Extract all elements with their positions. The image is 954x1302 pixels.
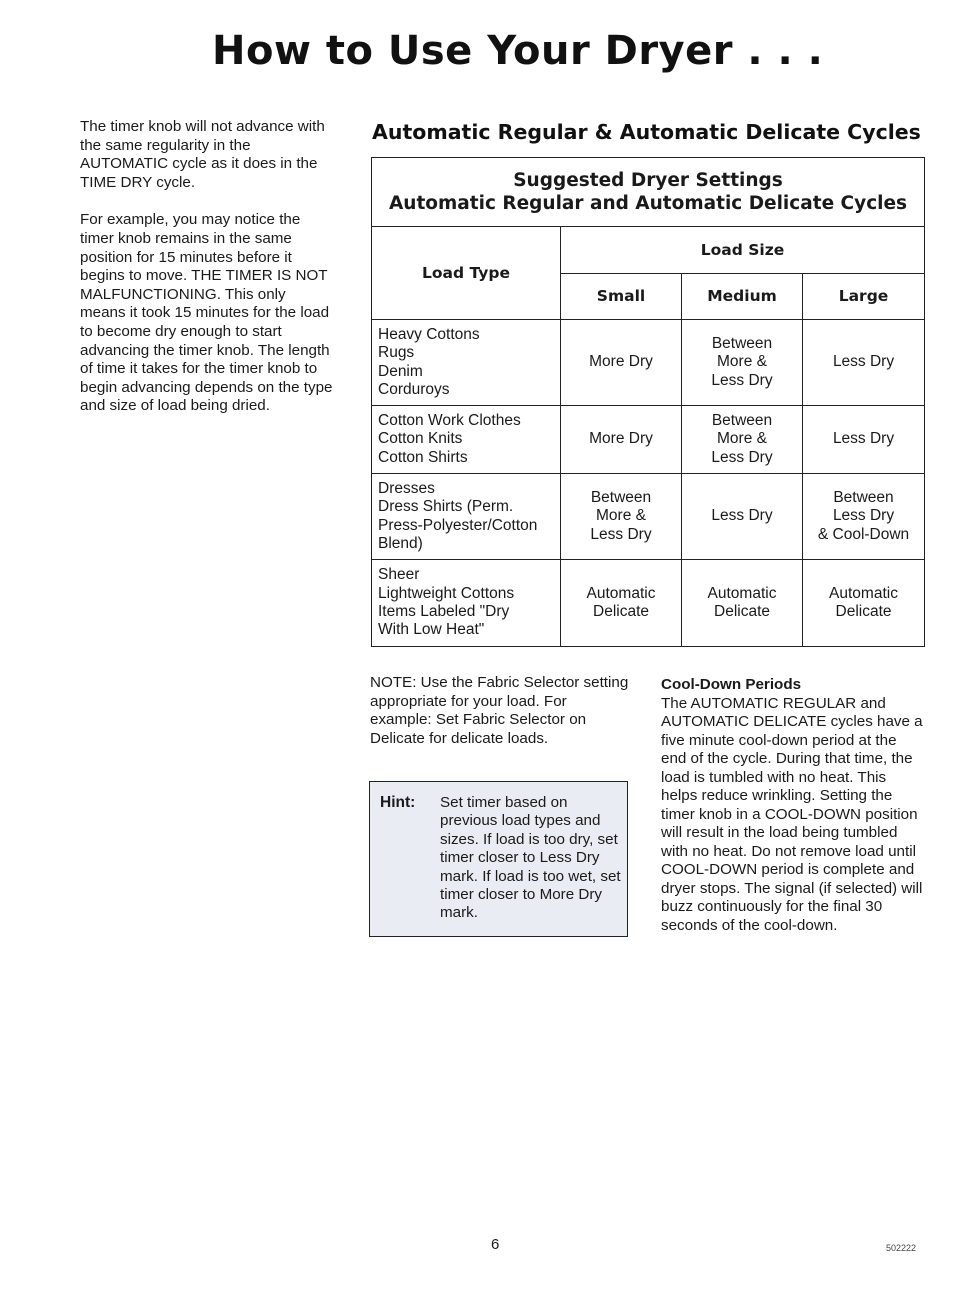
setting-large xyxy=(803,474,925,560)
setting-line: Less Dry xyxy=(590,525,652,543)
setting-line: More & xyxy=(596,507,646,525)
table-row xyxy=(372,406,925,474)
load-type-line: Sheer xyxy=(378,566,420,584)
setting-large xyxy=(803,320,925,406)
setting-line: More Dry xyxy=(589,430,653,448)
load-type-line: Dresses xyxy=(378,479,435,497)
table-row xyxy=(372,320,925,406)
table-caption-line-1: Suggested Dryer Settings xyxy=(513,170,783,191)
timer-paragraph-1: The timer knob will not advance with the same regularity in the AUTOMATIC cycle as it does in the TIME DRY cycle. xyxy=(80,118,325,191)
setting-line: & Cool-Down xyxy=(817,525,910,543)
hint-text: Set timer based on previous load types and sizes. If load is too dry, set timer closer to Less Dry mark. If load is too wet, set timer closer to More Dry mark. xyxy=(440,794,621,922)
setting-line: Between xyxy=(590,488,652,506)
size-header-large: Large xyxy=(803,274,925,320)
setting-line: Between xyxy=(711,411,773,429)
table-caption-line-2: Automatic Regular and Automatic Delicate Cycles xyxy=(388,193,908,214)
table-caption xyxy=(372,158,925,227)
fabric-selector-note: NOTE: Use the Fabric Selector setting appropriate for your load. For example: Set Fabric Selector on Delicate for delicate loads. xyxy=(370,674,629,747)
setting-line: More Dry xyxy=(589,353,653,371)
section-title: Automatic Regular & Automatic Delicate Cycles xyxy=(372,120,921,144)
setting-line: Less Dry xyxy=(832,430,895,448)
load-type-line: Dress Shirts (Perm. xyxy=(378,498,514,516)
load-type-line: With Low Heat" xyxy=(378,621,485,639)
setting-line: Automatic xyxy=(707,584,777,602)
setting-line: More & xyxy=(717,430,767,448)
setting-small xyxy=(561,560,682,647)
size-header-small: Small xyxy=(561,274,682,320)
load-type-cell xyxy=(372,320,561,406)
setting-line: Automatic xyxy=(586,584,656,602)
setting-line: Delicate xyxy=(714,603,770,620)
load-type-line: Items Labeled "Dry xyxy=(378,603,510,620)
load-type-line: Cotton Knits xyxy=(378,430,463,448)
setting-medium xyxy=(682,560,803,647)
load-type-line: Cotton Work Clothes xyxy=(378,411,521,429)
load-type-cell xyxy=(372,474,561,560)
setting-line: Delicate xyxy=(835,603,892,620)
setting-large xyxy=(803,406,925,474)
cooldown-heading: Cool-Down Periods xyxy=(661,676,802,693)
setting-medium xyxy=(682,406,803,474)
load-type-line: Heavy Cottons xyxy=(378,325,480,343)
setting-line: Less Dry xyxy=(711,507,773,525)
load-type-line: Cotton Shirts xyxy=(378,448,468,466)
load-size-header: Load Size xyxy=(561,227,925,274)
load-type-line: Lightweight Cottons xyxy=(378,584,515,602)
hint-label: Hint: xyxy=(380,794,416,811)
setting-line: Automatic xyxy=(829,584,898,602)
table-row xyxy=(372,474,925,560)
setting-line: Less Dry xyxy=(832,353,895,371)
hint-box xyxy=(369,781,628,937)
page-title: How to Use Your Dryer . . . xyxy=(212,28,824,74)
page-number: 6 xyxy=(491,1236,500,1253)
setting-medium xyxy=(682,320,803,406)
table-row xyxy=(372,560,925,647)
load-type-line: Blend) xyxy=(378,534,423,552)
document-code: 502222 xyxy=(886,1243,917,1253)
setting-medium xyxy=(682,474,803,560)
setting-large xyxy=(803,560,925,647)
load-type-cell xyxy=(372,560,561,647)
setting-line: Between xyxy=(711,334,773,352)
setting-line: Between xyxy=(833,488,894,506)
setting-small xyxy=(561,320,682,406)
cooldown-section xyxy=(661,676,923,935)
setting-line: Less Dry xyxy=(832,507,895,525)
load-type-header: Load Type xyxy=(372,227,561,320)
setting-small xyxy=(561,406,682,474)
cooldown-body: The AUTOMATIC REGULAR and AUTOMATIC DELICATE cycles have a five minute cool-down period at the end of the cycle. During that time, the load is tumbled with no heat. This helps reduce wrinkling. Setting the timer knob in a COOL-DOWN position will result in the load being tumbled with no heat. Do not remove load until COOL-DOWN period is complete and dryer stops. The signal (if selected) will buzz continuously for the final 30 seconds of the cool-down. xyxy=(661,694,923,934)
timer-explanation xyxy=(80,118,335,435)
setting-line: Delicate xyxy=(593,603,649,620)
setting-line: Less Dry xyxy=(711,448,773,466)
setting-line: Less Dry xyxy=(711,371,773,389)
setting-small xyxy=(561,474,682,560)
load-type-line: Denim xyxy=(378,362,423,380)
load-type-line: Rugs xyxy=(378,344,415,362)
setting-line: More & xyxy=(717,353,767,371)
timer-paragraph-2: For example, you may notice the timer knob remains in the same position for 15 minutes before it begins to move. THE TIMER IS NOT MALFUNCTIONING. This only means it took 15 minutes for the load to become dry enough to start advancing the timer knob. The length of time it takes for the timer knob to begin advancing depends on the type and size of load being dried. xyxy=(80,211,333,415)
load-type-cell xyxy=(372,406,561,474)
load-type-line: Corduroys xyxy=(378,380,450,398)
dryer-settings-table xyxy=(371,157,925,647)
load-type-line: Press-Polyester/Cotton xyxy=(378,516,538,534)
size-header-medium: Medium xyxy=(682,274,803,320)
